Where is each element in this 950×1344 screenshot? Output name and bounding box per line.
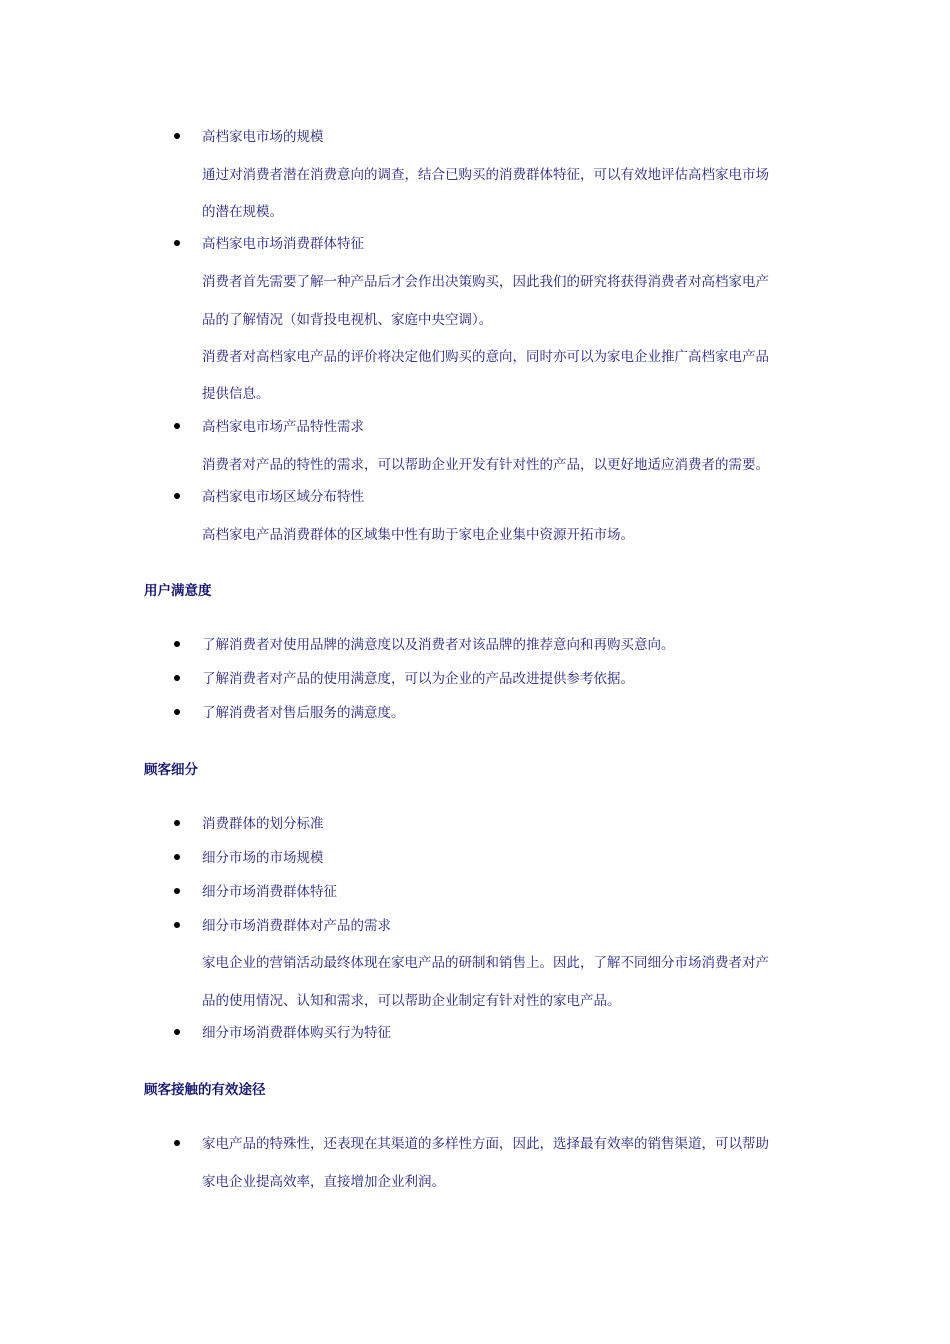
list-item-label: 了解消费者对使用品牌的满意度以及消费者对该品牌的推荐意向和再购买意向。 [202,637,675,653]
paragraph-line: 消费者对高档家电产品的评价将决定他们购买的意向，同时亦可以为家电企业推广高档家电产品 [202,349,769,365]
bullet-icon [174,641,180,647]
paragraph-line: 品的使用情况、认知和需求，可以帮助企业制定有针对性的家电产品。 [202,993,621,1009]
paragraph-line: 家电企业提高效率，直接增加企业利润。 [202,1174,445,1190]
paragraph-line: 通过对消费者潜在消费意向的调查，结合已购买的消费群体特征，可以有效地评估高档家电市场 [202,167,769,183]
list-item-label: 高档家电市场的规模 [202,129,324,145]
section-heading: 顾客接触的有效途径 [144,1082,266,1098]
list-item-label: 细分市场的市场规模 [202,850,324,866]
list-item-label: 细分市场消费群体特征 [202,884,337,900]
paragraph-line: 品的了解情况（如背投电视机、家庭中央空调）。 [202,312,493,328]
bullet-icon [174,133,180,139]
bullet-icon [174,922,180,928]
list-item-label: 高档家电市场区域分布特性 [202,489,364,505]
paragraph-line: 消费者对产品的特性的需求，可以帮助企业开发有针对性的产品，以更好地适应消费者的需要。 [202,457,769,473]
list-item [202,419,364,435]
list-item-label: 细分市场消费群体对产品的需求 [202,918,391,934]
list-item-label: 了解消费者对产品的使用满意度，可以为企业的产品改进提供参考依据。 [202,671,634,687]
section-heading: 顾客细分 [144,762,198,778]
list-item [202,918,391,934]
list-item [202,816,324,832]
section-heading: 用户满意度 [144,583,212,599]
paragraph-line: 高档家电产品消费群体的区域集中性有助于家电企业集中资源开拓市场。 [202,527,634,543]
bullet-icon [174,1029,180,1035]
list-item-label: 消费群体的划分标准 [202,816,324,832]
bullet-icon [174,820,180,826]
paragraph-line: 消费者首先需要了解一种产品后才会作出决策购买，因此我们的研究将获得消费者对高档家电产 [202,274,769,290]
list-item [202,489,364,505]
bullet-icon [174,888,180,894]
list-item [202,1136,769,1152]
list-item [202,1025,391,1041]
bullet-icon [174,1140,180,1146]
list-item-label: 高档家电市场消费群体特征 [202,236,364,252]
list-item-label: 家电产品的特殊性，还表现在其渠道的多样性方面，因此，选择最有效率的销售渠道，可以帮助 [202,1136,769,1152]
list-item [202,129,324,145]
bullet-icon [174,854,180,860]
list-item [202,884,337,900]
list-item-label: 高档家电市场产品特性需求 [202,419,364,435]
list-item [202,236,364,252]
paragraph-line: 的潜在规模。 [202,204,283,220]
bullet-icon [174,675,180,681]
bullet-icon [174,493,180,499]
list-item-label: 细分市场消费群体购买行为特征 [202,1025,391,1041]
list-item [202,637,675,653]
list-item [202,671,634,687]
paragraph-line: 家电企业的营销活动最终体现在家电产品的研制和销售上。因此，了解不同细分市场消费者对产 [202,955,769,971]
bullet-icon [174,423,180,429]
list-item-label: 了解消费者对售后服务的满意度。 [202,705,405,721]
bullet-icon [174,240,180,246]
paragraph-line: 提供信息。 [202,386,270,402]
bullet-icon [174,709,180,715]
list-item [202,705,405,721]
list-item [202,850,324,866]
